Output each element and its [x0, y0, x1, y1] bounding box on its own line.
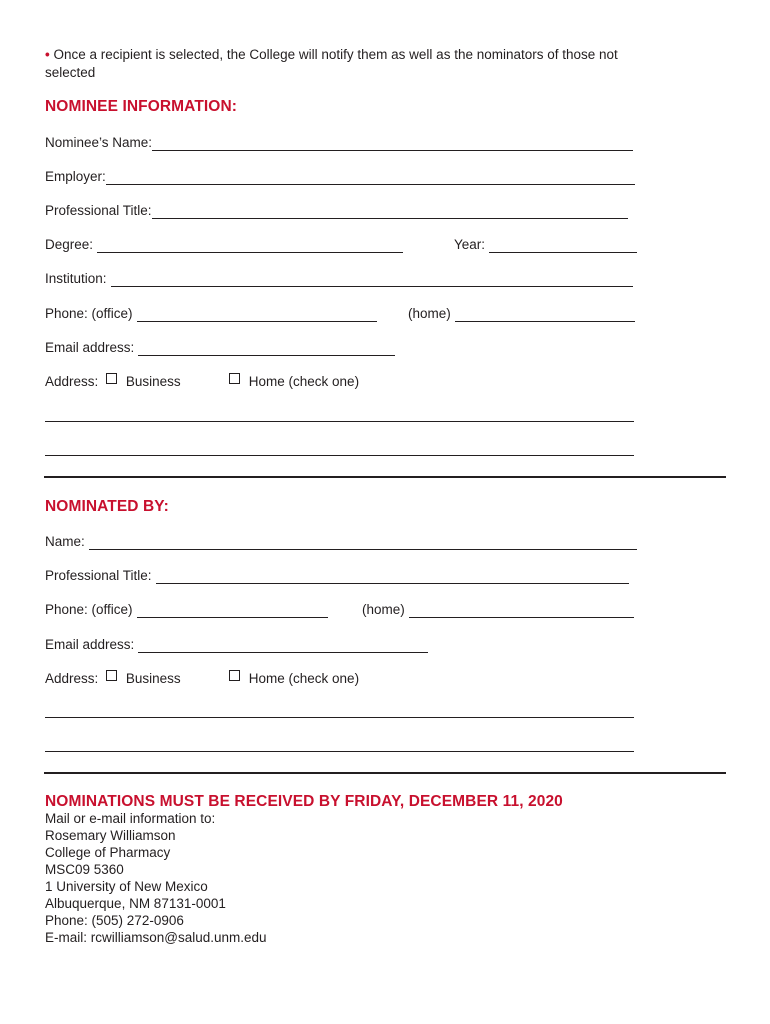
nominator-business-checkbox[interactable]	[106, 670, 117, 681]
nominee-employer-row	[45, 168, 635, 185]
contact-city: Albuquerque, NM 87131-0001	[45, 896, 226, 911]
nominee-home-label: Home (check one)	[248, 374, 360, 389]
nominee-home-option	[225, 373, 359, 390]
nominee-address-line-1[interactable]	[45, 421, 634, 422]
nominee-phone-home-label: (home)	[408, 306, 451, 321]
nominee-address-row	[45, 373, 181, 390]
nominator-phone-office-label: Phone: (office)	[45, 602, 133, 617]
contact-block	[45, 810, 267, 946]
nominator-home-checkbox[interactable]	[229, 670, 240, 681]
contact-phone: Phone: (505) 272-0906	[45, 913, 184, 928]
nominator-name-row	[45, 533, 637, 550]
nominee-email-row	[45, 339, 395, 356]
nominator-email-field[interactable]	[138, 640, 428, 653]
contact-msc: MSC09 5360	[45, 862, 124, 877]
nominee-email-label: Email address:	[45, 340, 135, 355]
nominator-phone-home-label: (home)	[362, 602, 405, 617]
contact-name: Rosemary Williamson	[45, 828, 176, 843]
nominee-title-label: Professional Title:	[45, 203, 152, 218]
nominee-title-field[interactable]	[152, 206, 628, 219]
nominee-address-label: Address:	[45, 374, 99, 389]
nominee-phone-office-row	[45, 305, 377, 322]
nominee-phone-office-field[interactable]	[137, 309, 377, 322]
nominator-phone-office-row	[45, 601, 328, 618]
nominee-institution-field[interactable]	[111, 274, 633, 287]
note-line-1: Once a recipient is selected, the College will notify them as well as the nominators of those not	[53, 47, 618, 62]
nominee-phone-home-field[interactable]	[455, 309, 635, 322]
nominee-business-label: Business	[125, 374, 181, 389]
nominee-degree-row	[45, 236, 403, 253]
nominator-heading: NOMINATED BY:	[45, 498, 169, 515]
section-divider	[44, 476, 726, 478]
contact-email[interactable]: E-mail: rcwilliamson@salud.unm.edu	[45, 930, 267, 945]
nominee-name-row	[45, 134, 633, 151]
section-divider-2	[44, 772, 726, 774]
contact-line: Mail or e-mail information to:	[45, 811, 216, 826]
nominee-institution-label: Institution:	[45, 271, 107, 286]
nominator-email-row	[45, 636, 428, 653]
nominator-phone-home-field[interactable]	[409, 605, 634, 618]
nominator-home-option	[225, 670, 359, 687]
nominee-heading: NOMINEE INFORMATION:	[45, 98, 238, 115]
nominator-email-label: Email address:	[45, 637, 135, 652]
nominee-name-label: Nominee’s Name:	[45, 135, 153, 150]
nominee-home-checkbox[interactable]	[229, 373, 240, 384]
nominator-title-row	[45, 567, 629, 584]
nominee-phone-home-row	[408, 305, 635, 322]
nominator-phone-home-row	[362, 601, 634, 618]
note-line-2: selected	[45, 65, 96, 80]
contact-college: College of Pharmacy	[45, 845, 171, 860]
nominee-year-label: Year:	[454, 237, 486, 252]
nominee-phone-office-label: Phone: (office)	[45, 306, 133, 321]
nominee-email-field[interactable]	[138, 343, 395, 356]
nominee-degree-label: Degree:	[45, 237, 94, 252]
contact-university: 1 University of New Mexico	[45, 879, 208, 894]
deadline-heading: NOMINATIONS MUST BE RECEIVED BY FRIDAY, DECEMBER 11, 2020	[45, 793, 563, 810]
nominator-address-line-2[interactable]	[45, 751, 634, 752]
nominator-phone-office-field[interactable]	[137, 605, 328, 618]
nominator-address-line-1[interactable]	[45, 717, 634, 718]
nominee-employer-label: Employer:	[45, 169, 106, 184]
nominee-year-row	[454, 236, 637, 253]
nominee-degree-field[interactable]	[97, 240, 403, 253]
nominee-business-checkbox[interactable]	[106, 373, 117, 384]
nominator-home-label: Home (check one)	[248, 671, 360, 686]
nominator-business-label: Business	[125, 671, 181, 686]
nominee-title-row	[45, 202, 628, 219]
notification-note	[45, 46, 618, 63]
nominator-title-label: Professional Title:	[45, 568, 152, 583]
nominator-name-label: Name:	[45, 534, 85, 549]
nominator-address-label: Address:	[45, 671, 99, 686]
note-bullet: •	[45, 47, 50, 62]
nominee-employer-field[interactable]	[106, 172, 635, 185]
nominee-year-field[interactable]	[489, 240, 637, 253]
nominee-address-line-2[interactable]	[45, 455, 634, 456]
nominee-institution-row	[45, 270, 633, 287]
nominator-title-field[interactable]	[156, 571, 629, 584]
nominator-address-row	[45, 670, 181, 687]
nominee-name-field[interactable]	[152, 138, 633, 151]
nominator-name-field[interactable]	[89, 537, 637, 550]
